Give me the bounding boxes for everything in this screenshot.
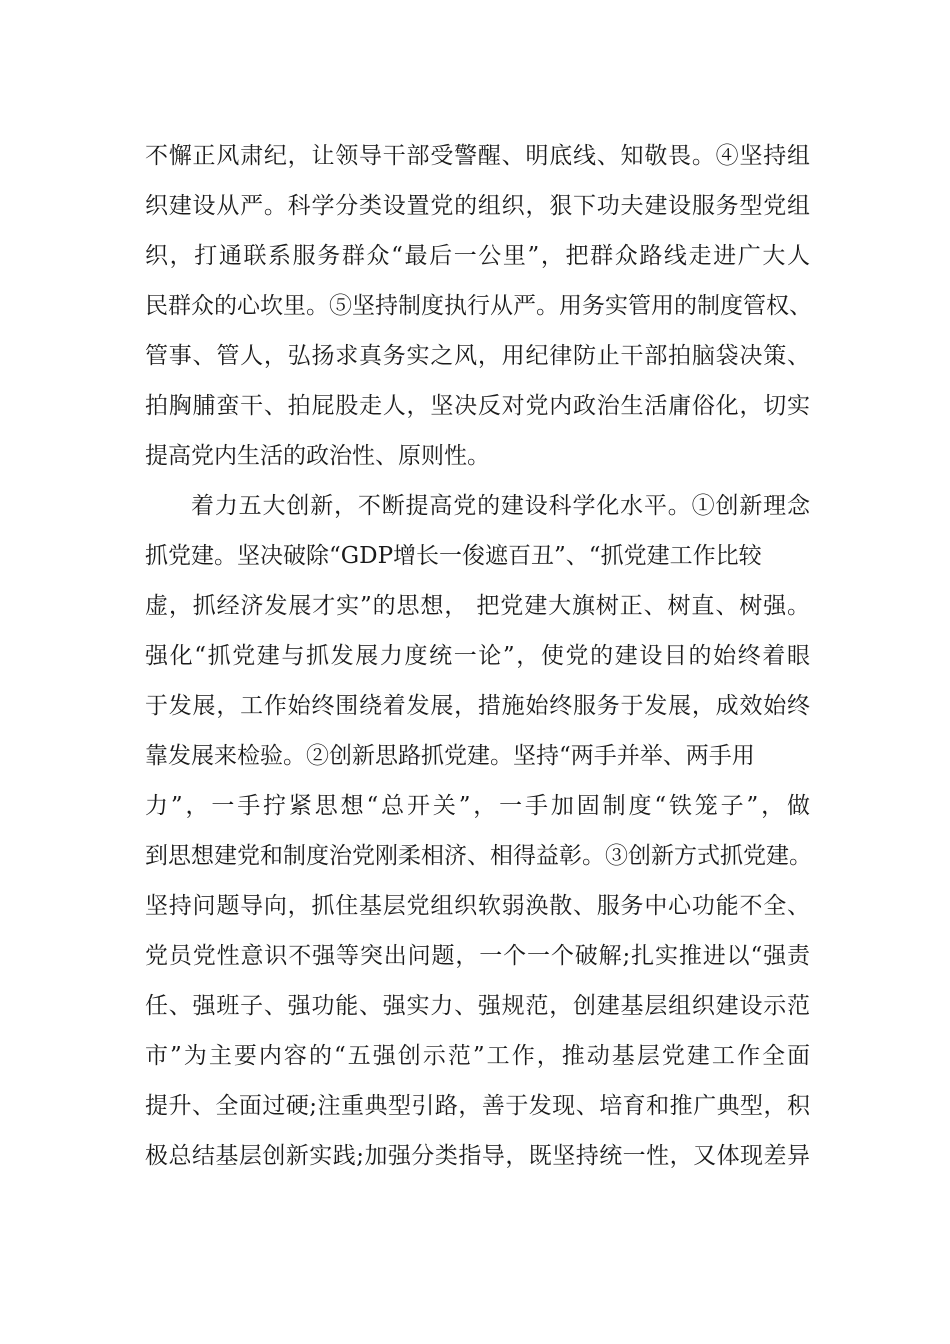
text-line: 织建设从严。科学分类设置党的组织，狠下功夫建设服务型党组 <box>145 193 810 219</box>
text-line: 靠发展来检验。②创新思路抓党建。坚持“两手并举、两手用 <box>145 743 755 769</box>
text-line: 拍胸脯蛮干、拍屁股走人，坚决反对党内政治生活庸俗化，切实 <box>145 393 810 419</box>
text-line: 着力五大创新，不断提高党的建设科学化水平。①创新理念 <box>191 493 810 519</box>
text-line: 民群众的心坎里。⑤坚持制度执行从严。用务实管用的制度管权、 <box>145 293 812 319</box>
text-line: 到思想建党和制度治党刚柔相济、相得益彰。③创新方式抓党建。 <box>145 843 812 869</box>
text-line: 坚持问题导向，抓住基层党组织软弱涣散、服务中心功能不全、 <box>145 893 810 919</box>
paragraph <box>145 131 810 481</box>
text-line: 虚，抓经济发展才实”的思想， 把党建大旗树正、树直、树强。 <box>145 593 810 619</box>
text-line: 力”，一手拧紧思想“总开关”，一手加固制度“铁笼子”，做 <box>145 793 810 819</box>
document-body <box>145 131 810 1181</box>
text-line: 提高党内生活的政治性、原则性。 <box>145 443 490 469</box>
text-line: 党员党性意识不强等突出问题，一个一个破解;扎实推进以“强责 <box>145 943 810 969</box>
text-line: 市”为主要内容的“五强创示范”工作，推动基层党建工作全面 <box>145 1043 810 1069</box>
text-line: 抓党建。坚决破除“GDP增长一俊遮百丑”、“抓党建工作比较 <box>145 543 762 569</box>
text-line: 提升、全面过硬;注重典型引路，善于发现、培育和推广典型，积 <box>145 1093 810 1119</box>
text-line: 不懈正风肃纪，让领导干部受警醒、明底线、知敬畏。④坚持组 <box>145 143 810 169</box>
text-line: 于发展，工作始终围绕着发展，措施始终服务于发展，成效始终 <box>145 693 810 719</box>
paragraph <box>145 481 810 1181</box>
text-line: 管事、管人，弘扬求真务实之风，用纪律防止干部拍脑袋决策、 <box>145 343 810 369</box>
text-line: 极总结基层创新实践;加强分类指导，既坚持统一性，又体现差异 <box>145 1143 810 1169</box>
text-line: 任、强班子、强功能、强实力、强规范，创建基层组织建设示范 <box>145 993 810 1019</box>
text-line: 织，打通联系服务群众“最后一公里”，把群众路线走进广大人 <box>145 243 810 269</box>
text-line: 强化“抓党建与抓发展力度统一论”，使党的建设目的始终着眼 <box>145 643 810 669</box>
